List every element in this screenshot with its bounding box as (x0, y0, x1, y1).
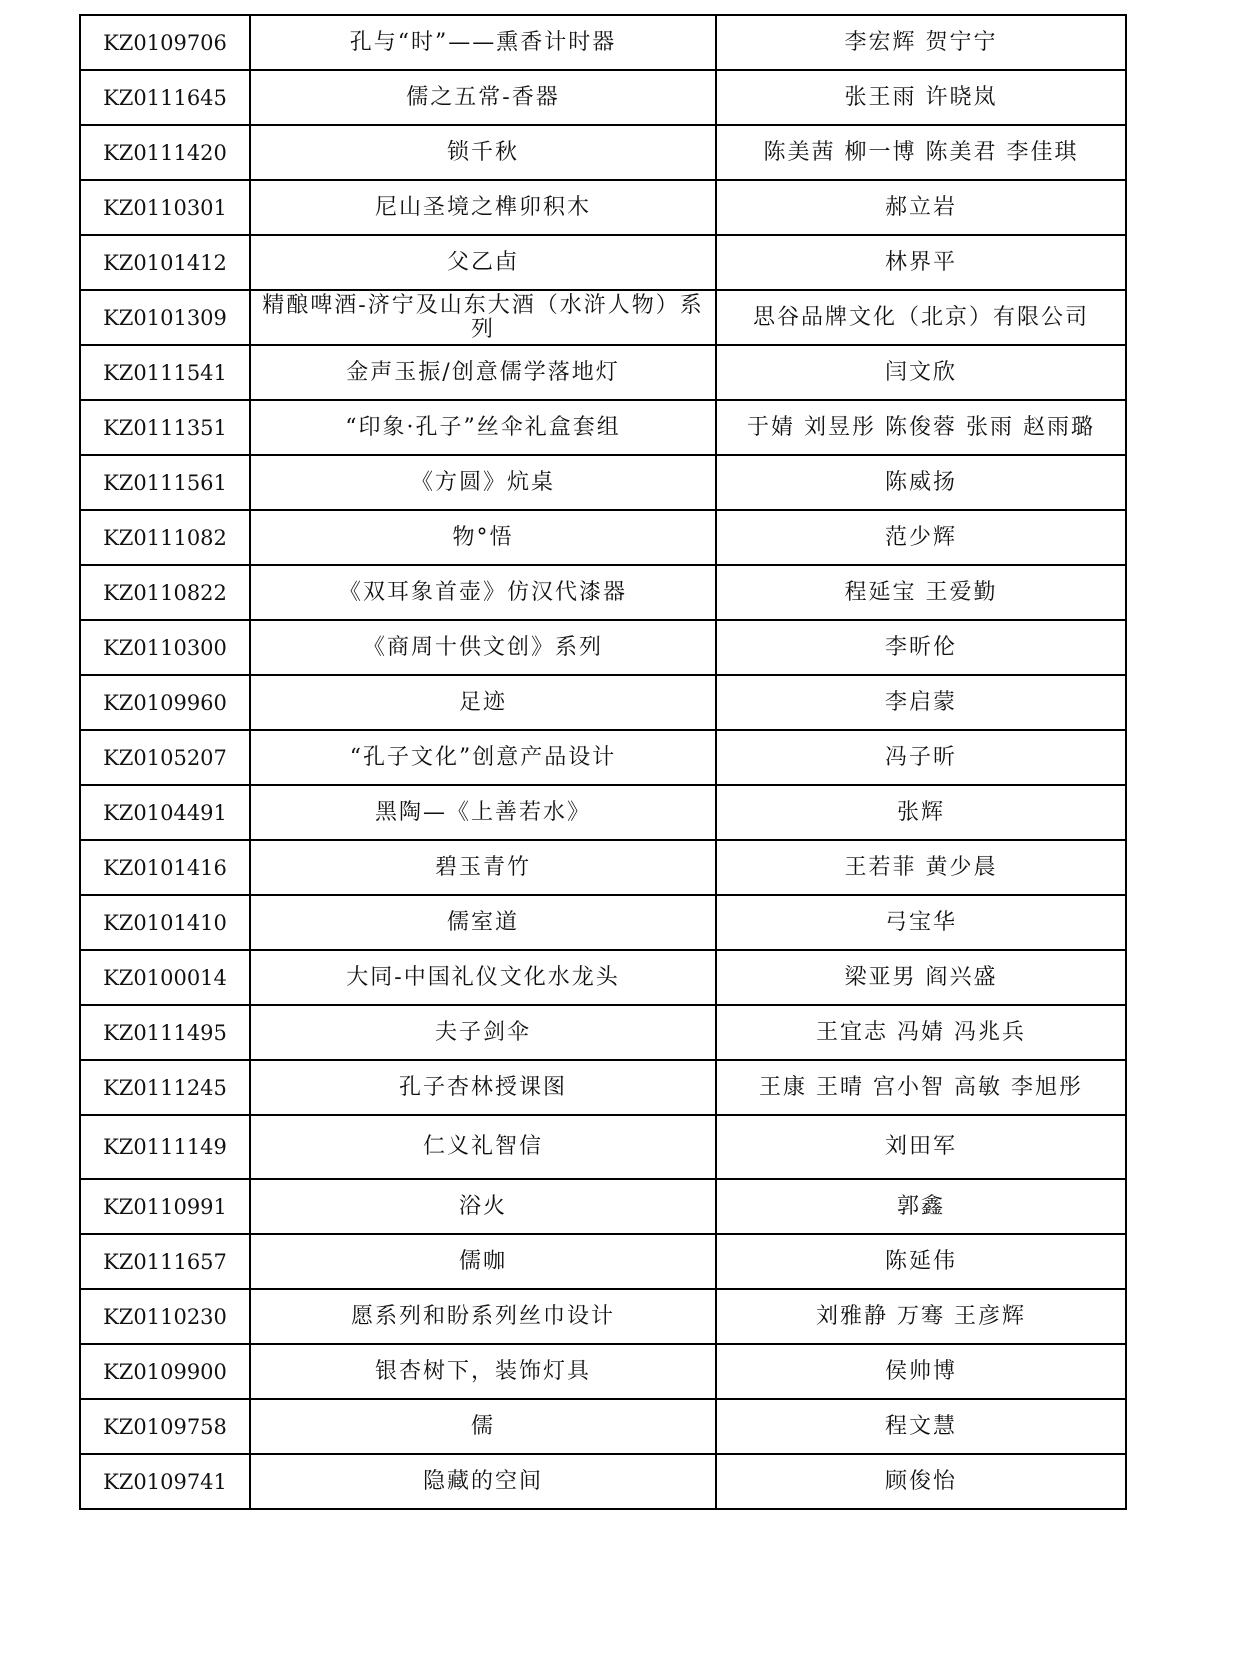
entry-title: 物°悟 (250, 510, 716, 565)
entry-title: 愿系列和盼系列丝巾设计 (250, 1289, 716, 1344)
table-row (80, 1179, 1126, 1234)
entry-author: 闫文欣 (716, 345, 1126, 400)
entry-code: KZ0111082 (80, 510, 250, 565)
entry-author: 弓宝华 (716, 895, 1126, 950)
entry-title: 儒 (250, 1399, 716, 1454)
entry-code: KZ0111561 (80, 455, 250, 510)
entry-author: 顾俊怡 (716, 1454, 1126, 1509)
table-row (80, 400, 1126, 455)
table-row (80, 950, 1126, 1005)
entry-code: KZ0109706 (80, 15, 250, 70)
entry-title: “孔子文化”创意产品设计 (250, 730, 716, 785)
entry-code: KZ0101410 (80, 895, 250, 950)
entry-title: 隐藏的空间 (250, 1454, 716, 1509)
table-row (80, 180, 1126, 235)
entry-author: 郭鑫 (716, 1179, 1126, 1234)
entry-author: 范少辉 (716, 510, 1126, 565)
entry-code: KZ0110991 (80, 1179, 250, 1234)
entry-author: 张辉 (716, 785, 1126, 840)
entry-code: KZ0101309 (80, 290, 250, 345)
table-row (80, 1399, 1126, 1454)
entry-author: 李昕伦 (716, 620, 1126, 675)
entry-code: KZ0111541 (80, 345, 250, 400)
entry-code: KZ0101412 (80, 235, 250, 290)
entry-title: “印象·孔子”丝伞礼盒套组 (250, 400, 716, 455)
table-row (80, 510, 1126, 565)
table-row (80, 455, 1126, 510)
table-row (80, 1454, 1126, 1509)
entry-code: KZ0111657 (80, 1234, 250, 1289)
table-row (80, 70, 1126, 125)
entry-author: 于婧 刘昱彤 陈俊蓉 张雨 赵雨璐 (716, 400, 1126, 455)
entry-code: KZ0110301 (80, 180, 250, 235)
table-row (80, 1234, 1126, 1289)
entry-title: 夫子剑伞 (250, 1005, 716, 1060)
entry-code: KZ0109960 (80, 675, 250, 730)
entry-code: KZ0111351 (80, 400, 250, 455)
entry-title: 儒室道 (250, 895, 716, 950)
entry-author: 梁亚男 阎兴盛 (716, 950, 1126, 1005)
entry-title: 锁千秋 (250, 125, 716, 180)
table-row (80, 1289, 1126, 1344)
entry-author: 陈延伟 (716, 1234, 1126, 1289)
table-row (80, 290, 1126, 345)
entry-title: 浴火 (250, 1179, 716, 1234)
entry-author: 刘田军 (716, 1115, 1126, 1179)
entry-title: 黑陶—《上善若水》 (250, 785, 716, 840)
table-row (80, 1005, 1126, 1060)
entry-author: 郝立岩 (716, 180, 1126, 235)
entry-title: 儒咖 (250, 1234, 716, 1289)
entry-title: 《双耳象首壶》仿汉代漆器 (250, 565, 716, 620)
entry-code: KZ0111495 (80, 1005, 250, 1060)
entry-author: 程文慧 (716, 1399, 1126, 1454)
entry-code: KZ0111420 (80, 125, 250, 180)
entry-title: 银杏树下，装饰灯具 (250, 1344, 716, 1399)
entry-author: 思谷品牌文化（北京）有限公司 (716, 290, 1126, 345)
entry-title: 精酿啤酒-济宁及山东大酒（水浒人物）系列 (250, 290, 716, 345)
table-row (80, 785, 1126, 840)
entry-author: 王宜志 冯婧 冯兆兵 (716, 1005, 1126, 1060)
entry-author: 程延宝 王爱勤 (716, 565, 1126, 620)
entry-code: KZ0104491 (80, 785, 250, 840)
entry-code: KZ0109758 (80, 1399, 250, 1454)
entry-author: 冯子昕 (716, 730, 1126, 785)
entry-author: 刘雅静 万骞 王彦辉 (716, 1289, 1126, 1344)
entry-author: 王若菲 黄少晨 (716, 840, 1126, 895)
table-row (80, 125, 1126, 180)
entries-table (79, 14, 1127, 1510)
entry-title: 孔子杏林授课图 (250, 1060, 716, 1115)
table-row (80, 620, 1126, 675)
table-row (80, 345, 1126, 400)
entry-author: 陈美茜 柳一博 陈美君 李佳琪 (716, 125, 1126, 180)
entry-code: KZ0110230 (80, 1289, 250, 1344)
entry-author: 林界平 (716, 235, 1126, 290)
table-row (80, 840, 1126, 895)
entry-code: KZ0105207 (80, 730, 250, 785)
entry-title: 仁义礼智信 (250, 1115, 716, 1179)
entry-code: KZ0101416 (80, 840, 250, 895)
table-row (80, 565, 1126, 620)
entry-title: 碧玉青竹 (250, 840, 716, 895)
entry-code: KZ0111245 (80, 1060, 250, 1115)
entry-code: KZ0111645 (80, 70, 250, 125)
entry-code: KZ0100014 (80, 950, 250, 1005)
entry-code: KZ0110822 (80, 565, 250, 620)
entry-author: 陈威扬 (716, 455, 1126, 510)
table-row (80, 895, 1126, 950)
table-row (80, 15, 1126, 70)
entry-author: 张王雨 许晓岚 (716, 70, 1126, 125)
entry-code: KZ0109900 (80, 1344, 250, 1399)
table-row (80, 730, 1126, 785)
entry-author: 侯帅博 (716, 1344, 1126, 1399)
entry-author: 王康 王晴 宫小智 高敏 李旭彤 (716, 1060, 1126, 1115)
entry-code: KZ0109741 (80, 1454, 250, 1509)
entry-author: 李启蒙 (716, 675, 1126, 730)
table-row (80, 235, 1126, 290)
entry-title: 父乙卣 (250, 235, 716, 290)
entry-title: 孔与“时”——熏香计时器 (250, 15, 716, 70)
entry-code: KZ0111149 (80, 1115, 250, 1179)
entry-title: 大同-中国礼仪文化水龙头 (250, 950, 716, 1005)
table-row (80, 1060, 1126, 1115)
entry-title: 尼山圣境之榫卯积木 (250, 180, 716, 235)
table-row (80, 1344, 1126, 1399)
entry-title: 《方圆》炕桌 (250, 455, 716, 510)
table-row (80, 1115, 1126, 1179)
entry-author: 李宏辉 贺宁宁 (716, 15, 1126, 70)
entry-title: 《商周十供文创》系列 (250, 620, 716, 675)
entry-title: 金声玉振/创意儒学落地灯 (250, 345, 716, 400)
table-row (80, 675, 1126, 730)
entry-code: KZ0110300 (80, 620, 250, 675)
entry-title: 儒之五常-香器 (250, 70, 716, 125)
entry-title: 足迹 (250, 675, 716, 730)
